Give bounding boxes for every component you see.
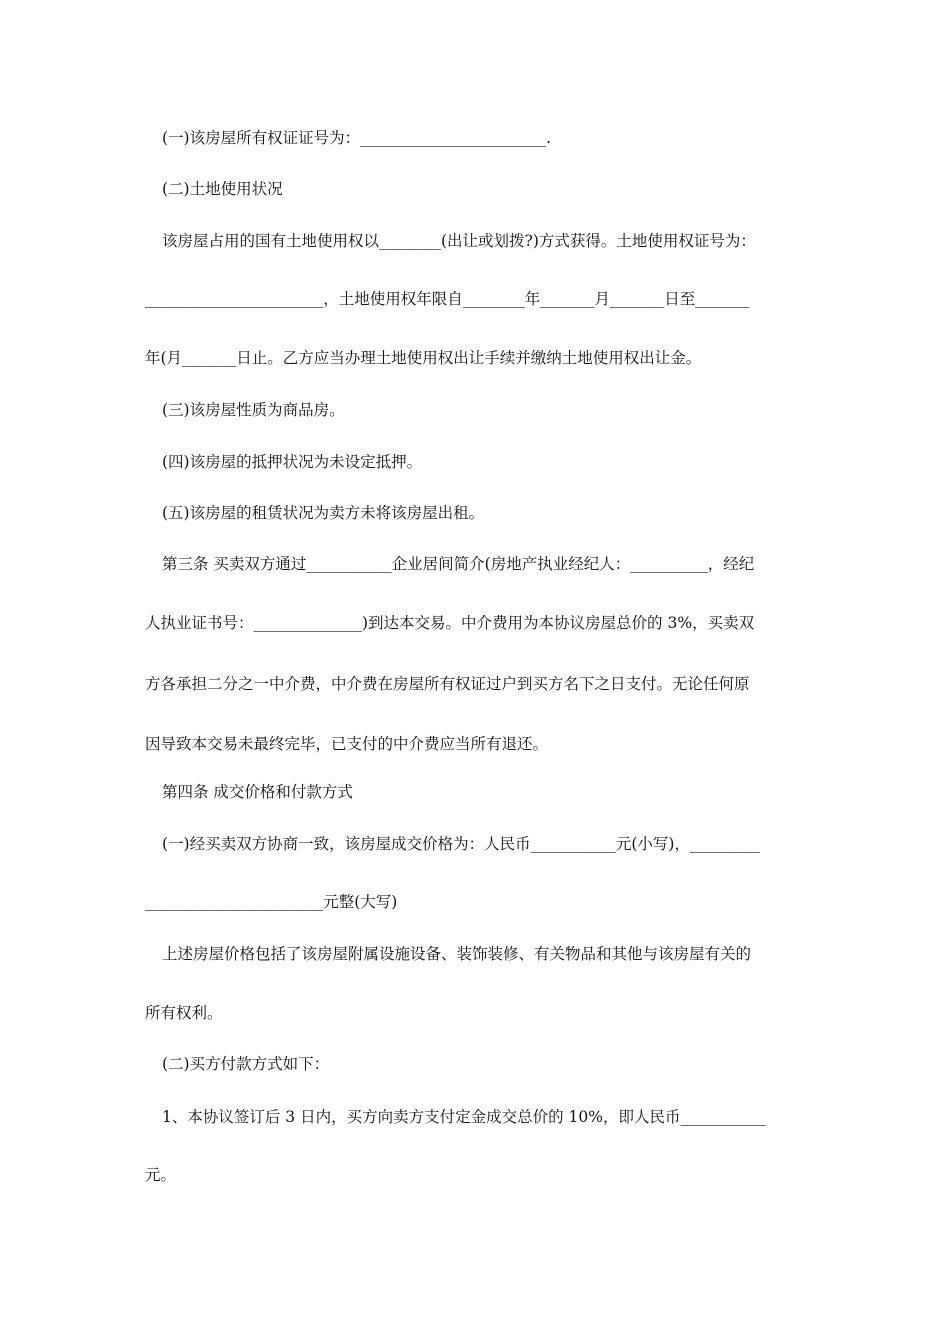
paragraph-line: _______________________元整(大写) bbox=[145, 893, 398, 911]
paragraph-line: 因导致本交易未最终完毕，已支付的中介费应当所有退还。 bbox=[145, 735, 549, 753]
paragraph-line: 元。 bbox=[145, 1166, 177, 1184]
clause-property-nature: (三)该房屋性质为商品房。 bbox=[162, 401, 345, 419]
paragraph-line: 人执业证书号：______________)到达本交易。中介费用为本协议房屋总价的 3%，买卖双 bbox=[145, 614, 755, 632]
paragraph-line: 方各承担二分之一中介费，中介费在房屋所有权证过户到买方名下之日支付。无论任何原 bbox=[145, 675, 750, 693]
article-three-line: 第三条 买卖双方通过___________企业居间简介(房地产执业经纪人：__________，经纪 bbox=[162, 555, 755, 573]
paragraph-line: 所有权利。 bbox=[145, 1004, 223, 1022]
paragraph-line: 该房屋占用的国有土地使用权以________(出让或划拨?)方式获得。土地使用权证号为： bbox=[162, 232, 756, 250]
clause-payment-method: (二)买方付款方式如下： bbox=[162, 1055, 330, 1073]
clause-mortgage-status: (四)该房屋的抵押状况为未设定抵押。 bbox=[162, 453, 423, 471]
paragraph-line: _______________________，土地使用权年限自________年_______月_______日至_______ bbox=[145, 290, 750, 308]
heading-land-use: (二)土地使用状况 bbox=[162, 180, 283, 198]
clause-price: (一)经买卖双方协商一致，该房屋成交价格为：人民币___________元(小写)，_________ bbox=[162, 835, 760, 853]
clause-ownership-certificate: (一)该房屋所有权证证号为：________________________. bbox=[162, 129, 552, 147]
clause-lease-status: (五)该房屋的租赁状况为卖方未将该房屋出租。 bbox=[162, 504, 485, 522]
article-four-heading: 第四条 成交价格和付款方式 bbox=[162, 783, 353, 801]
paragraph-line: 年(月_______日止。乙方应当办理土地使用权出让手续并缴纳土地使用权出让金。 bbox=[145, 349, 702, 367]
paragraph-line: 上述房屋价格包括了该房屋附属设施设备、装饰装修、有关物品和其他与该房屋有关的 bbox=[162, 945, 752, 963]
payment-item-1: 1、本协议签订后 3 日内，买方向卖方支付定金成交总价的 10%，即人民币___________ bbox=[162, 1108, 766, 1126]
